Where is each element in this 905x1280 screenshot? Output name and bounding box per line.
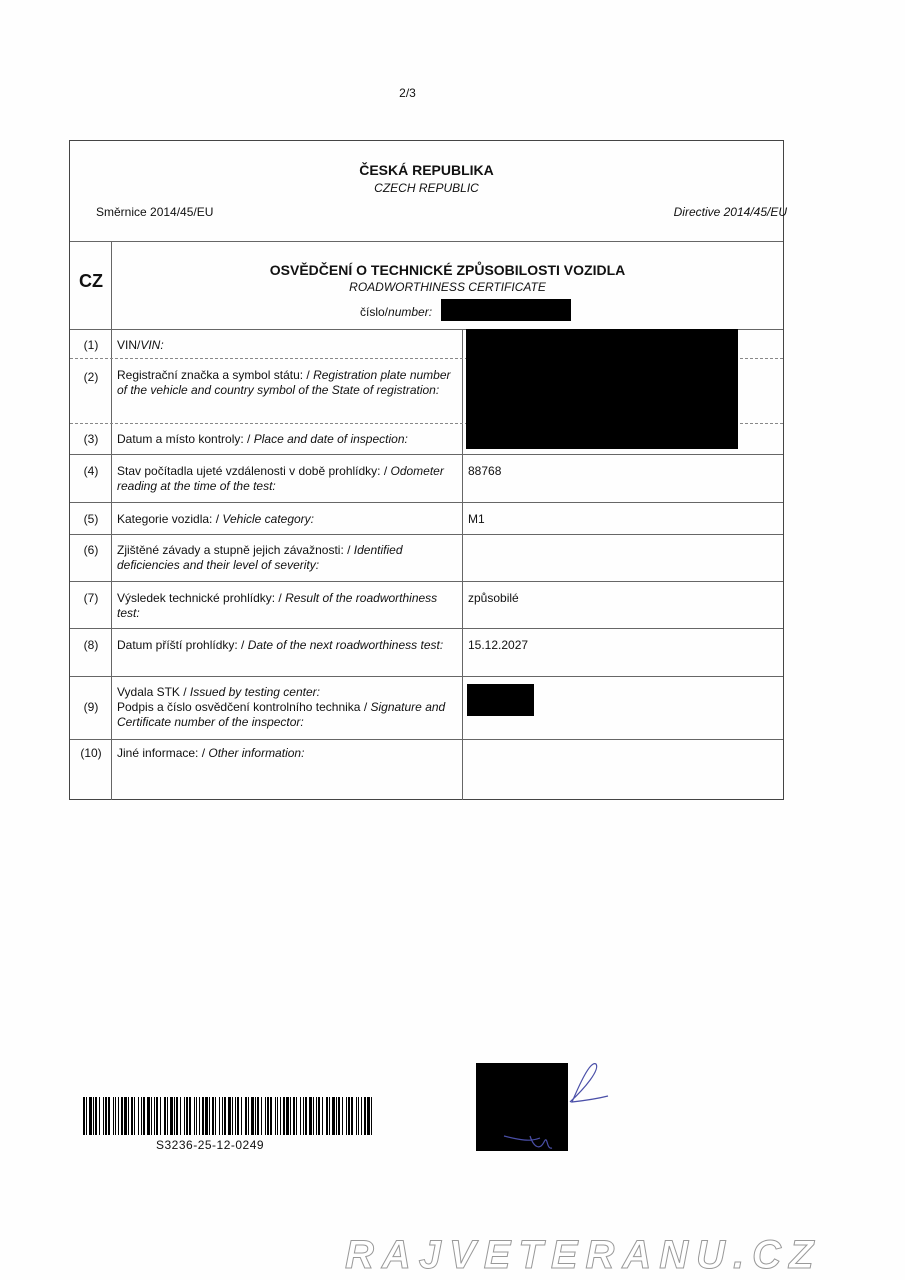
row-number: (4) — [83, 464, 99, 478]
divider — [70, 676, 783, 677]
directive-cz: Směrnice 2014/45/EU — [96, 205, 214, 219]
country-title-en: CZECH REPUBLIC — [374, 181, 479, 195]
column-divider — [462, 329, 463, 800]
redacted-vin-registration-place — [466, 329, 738, 449]
divider — [70, 628, 783, 629]
country-code: CZ — [79, 271, 103, 291]
divider — [70, 241, 783, 242]
row-number: (3) — [83, 432, 99, 446]
row-label-registration: Registrační značka a symbol státu: / Registration plate number of the vehicle and country symbol of the State of registration: — [117, 368, 451, 397]
divider — [70, 534, 783, 535]
redacted-inspector — [467, 684, 534, 716]
row-label-other-info: Jiné informace: / Other information: — [117, 746, 305, 760]
country-title: ČESKÁ REPUBLIKA — [359, 162, 494, 178]
result-value: způsobilé — [468, 591, 519, 605]
divider — [70, 739, 783, 740]
odometer-value: 88768 — [468, 464, 502, 478]
signature — [500, 1058, 612, 1158]
row-label-next-inspection: Datum příští prohlídky: / Date of the next roadworthiness test: — [117, 638, 444, 652]
row-label-issuer-signature: Vydala STK / Issued by testing center: Podpis a číslo osvědčení kontrolního technika / Signature and Certificate number of the inspector: — [117, 685, 446, 729]
row-number: (6) — [83, 543, 99, 557]
directive-en: Directive 2014/45/EU — [673, 205, 787, 219]
next-inspection-value: 15.12.2027 — [468, 638, 529, 652]
row-number: (7) — [83, 591, 99, 605]
row-label-inspection-place-date: Datum a místo kontroly: / Place and date of inspection: — [117, 432, 408, 446]
row-number: (8) — [83, 638, 99, 652]
divider — [70, 454, 783, 455]
page-number: 2/3 — [399, 86, 416, 100]
divider — [70, 581, 783, 582]
row-label-vin: VIN/VIN: — [117, 338, 164, 352]
row-number: (1) — [83, 338, 99, 352]
barcode — [83, 1097, 373, 1135]
row-number: (9) — [83, 700, 99, 714]
category-value: M1 — [468, 512, 485, 526]
certificate-title: OSVĚDČENÍ O TECHNICKÉ ZPŮSOBILOSTI VOZIDLA — [269, 262, 626, 278]
watermark: RAJVETERANU.CZ — [345, 1233, 822, 1277]
row-label-result: Výsledek technické prohlídky: / Result of the roadworthiness test: — [117, 591, 438, 620]
row-number: (10) — [80, 746, 102, 760]
row-label-odometer: Stav počítadla ujeté vzdálenosti v době prohlídky: / Odometer reading at the time of the test: — [117, 464, 444, 493]
certificate-frame — [69, 140, 787, 800]
certificate-number-label: číslo/number: — [360, 305, 433, 319]
row-number: (5) — [83, 512, 99, 526]
divider — [70, 502, 783, 503]
barcode-number: S3236-25-12-0249 — [156, 1138, 265, 1152]
row-label-deficiencies: Zjištěné závady a stupně jejich závažnosti: / Identified deficiencies and their level of severity: — [117, 543, 403, 572]
row-label-category: Kategorie vozidla: / Vehicle category: — [117, 512, 315, 526]
certificate-title-en: ROADWORTHINESS CERTIFICATE — [349, 280, 546, 294]
row-number: (2) — [83, 370, 99, 384]
redacted-certificate-number — [441, 299, 571, 321]
